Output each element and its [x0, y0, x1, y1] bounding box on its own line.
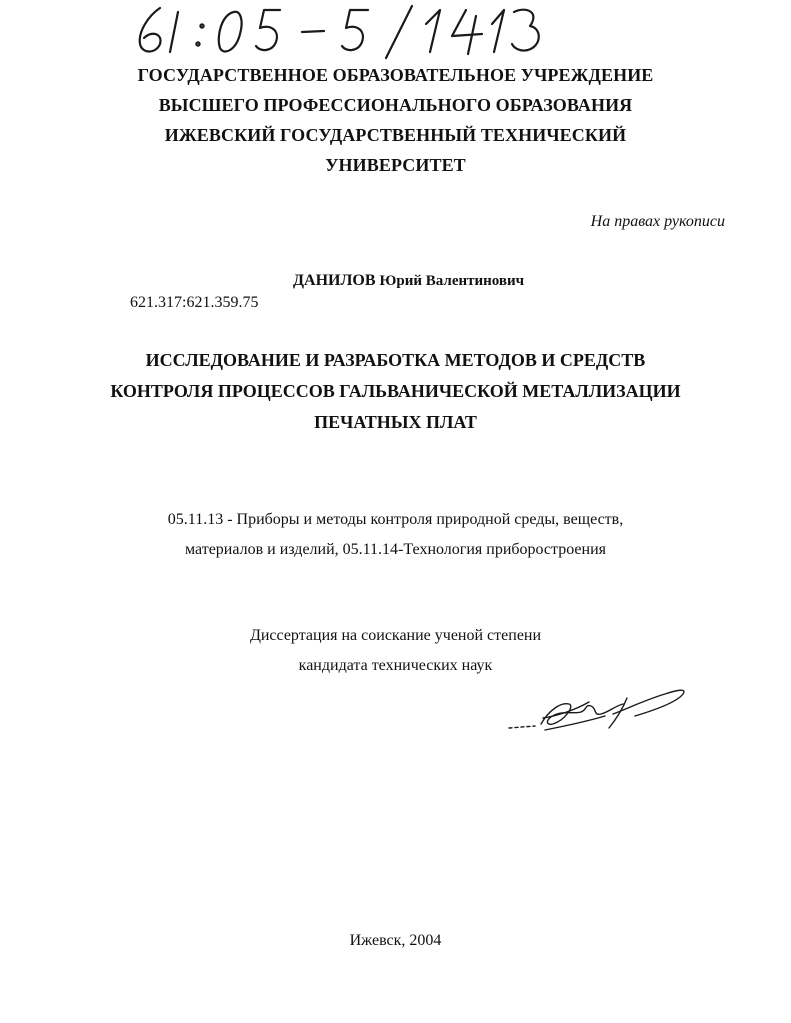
manuscript-rights-note: На правах рукописи: [590, 213, 725, 230]
city-year: Ижевск, 2004: [349, 932, 442, 949]
institution-line: ВЫСШЕГО ПРОФЕССИОНАЛЬНОГО ОБРАЗОВАНИЯ: [158, 95, 633, 115]
institution-line: ГОСУДАРСТВЕННОЕ ОБРАЗОВАТЕЛЬНОЕ УЧРЕЖДЕНИЕ: [137, 65, 654, 85]
degree-statement: [0, 621, 791, 681]
author-signature: [505, 680, 695, 735]
institution-line: УНИВЕРСИТЕТ: [325, 155, 466, 175]
specialty-line: 05.11.13 - Приборы и методы контроля природной среды, веществ,: [167, 511, 624, 528]
specialty-codes: [0, 505, 791, 565]
title-line: КОНТРОЛЯ ПРОЦЕССОВ ГАЛЬВАНИЧЕСКОЙ МЕТАЛЛИЗАЦИИ: [110, 381, 681, 401]
author-name: [293, 272, 524, 290]
handwritten-archive-code: [130, 2, 550, 60]
title-line: ИССЛЕДОВАНИЕ И РАЗРАБОТКА МЕТОДОВ И СРЕДСТВ: [145, 350, 646, 370]
author-given-names: Юрий Валентинович: [379, 273, 525, 289]
specialty-line: материалов и изделий, 05.11.14-Технология приборостроения: [185, 541, 606, 558]
institution-header: [0, 60, 791, 180]
dissertation-title: [0, 345, 791, 438]
handwritten-code-drawing: [130, 2, 550, 60]
author-surname: ДАНИЛОВ: [293, 272, 376, 289]
institution-line: ИЖЕВСКИЙ ГОСУДАРСТВЕННЫЙ ТЕХНИЧЕСКИЙ: [164, 125, 627, 145]
degree-line: кандидата технических наук: [298, 657, 493, 674]
signature-drawing: [505, 680, 695, 735]
degree-line: Диссертация на соискание ученой степени: [249, 627, 542, 644]
title-line: ПЕЧАТНЫХ ПЛАТ: [314, 412, 477, 432]
udc-code: 621.317:621.359.75: [130, 294, 259, 311]
